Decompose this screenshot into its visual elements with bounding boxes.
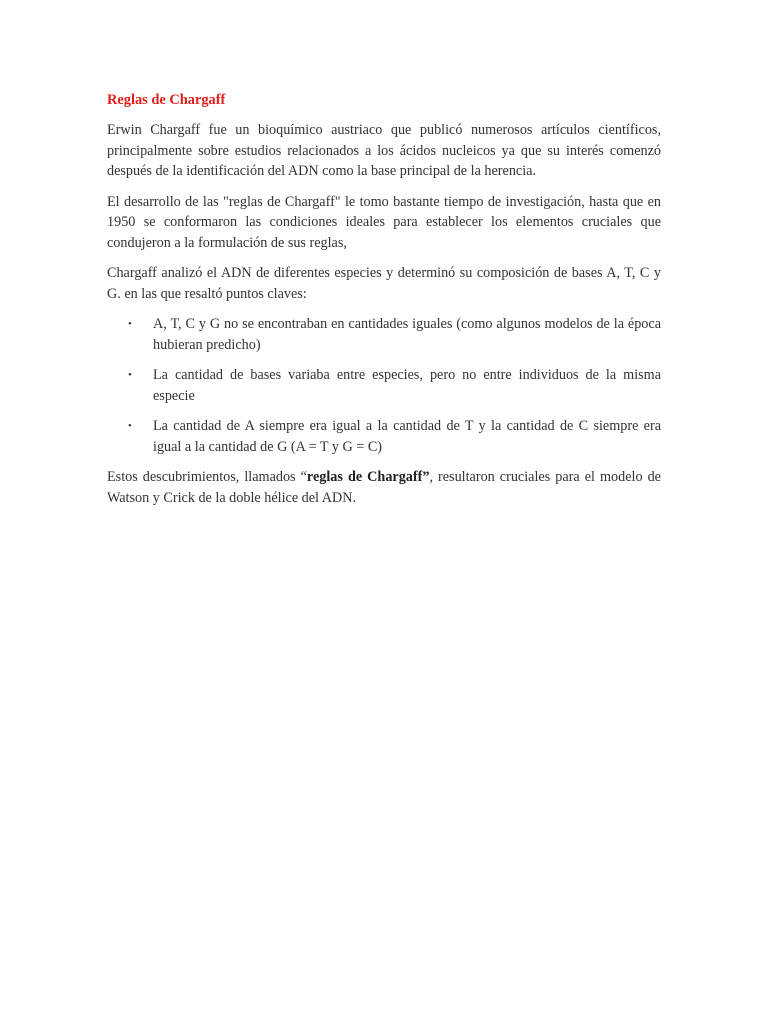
list-item-text: La cantidad de A siempre era igual a la cantidad de T y la cantidad de C siempre era igual a la cantidad de G (A = T y G = C) bbox=[153, 418, 661, 455]
document-title: Reglas de Chargaff bbox=[107, 92, 226, 108]
paragraph-intro: Erwin Chargaff fue un bioquímico austriaco que publicó numerosos artículos científicos, principalmente sobre estudios relacionados a los ácidos nucleicos ya que su interés comenzó después de la identificación del ADN como la base principal de la herencia. bbox=[107, 122, 661, 179]
closing-bold-term: reglas de Chargaff” bbox=[306, 469, 430, 485]
paragraph-analysis: Chargaff analizó el ADN de diferentes especies y determinó su composición de bases A, T, C y G. en las que resaltó puntos claves: bbox=[107, 265, 661, 302]
bullet-icon: • bbox=[128, 420, 132, 432]
key-points-list bbox=[107, 314, 661, 457]
list-item bbox=[107, 365, 661, 406]
list-item bbox=[107, 416, 661, 457]
list-item-text: La cantidad de bases variaba entre especies, pero no entre individuos de la misma especie bbox=[153, 367, 661, 404]
document-page bbox=[107, 90, 661, 518]
paragraph-closing bbox=[107, 467, 661, 508]
list-item-text: A, T, C y G no se encontraban en cantidades iguales (como algunos modelos de la época hubieran predicho) bbox=[153, 316, 661, 353]
bullet-icon: • bbox=[128, 318, 132, 330]
bullet-icon: • bbox=[128, 369, 132, 381]
paragraph-development: El desarrollo de las "reglas de Chargaff" le tomo bastante tiempo de investigación, hasta que en 1950 se conformaron las condiciones ideales para establecer los elementos cruciales que condujeron a la formulación de sus reglas, bbox=[107, 193, 661, 251]
closing-text-start: Estos descubrimientos, llamados “ bbox=[107, 469, 307, 485]
list-item bbox=[107, 314, 661, 355]
closing-text-end: , resultaron cruciales para el modelo de Watson y Crick de la doble hélice del ADN. bbox=[107, 469, 661, 506]
